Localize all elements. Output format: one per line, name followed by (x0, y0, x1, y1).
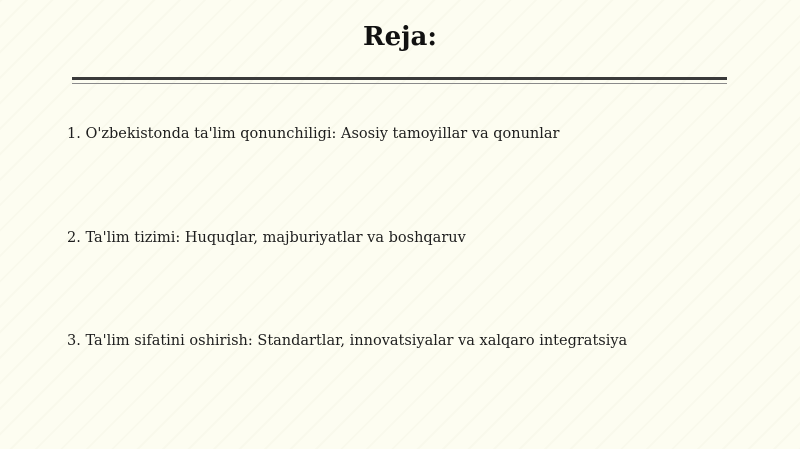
title-divider-thick (72, 77, 727, 80)
slide-title: Reja: (362, 22, 437, 52)
plan-item-1: 1. O'zbekistonda ta'lim qonunchiligi: Asosiy tamoyillar va qonunlar (67, 126, 560, 142)
plan-item-3: 3. Ta'lim sifatini oshirish: Standartlar, innovatsiyalar va xalqaro integratsiya (67, 333, 628, 349)
plan-item-2: 2. Ta'lim tizimi: Huquqlar, majburiyatlar va boshqaruv (67, 230, 466, 246)
title-divider-thin (72, 83, 727, 84)
